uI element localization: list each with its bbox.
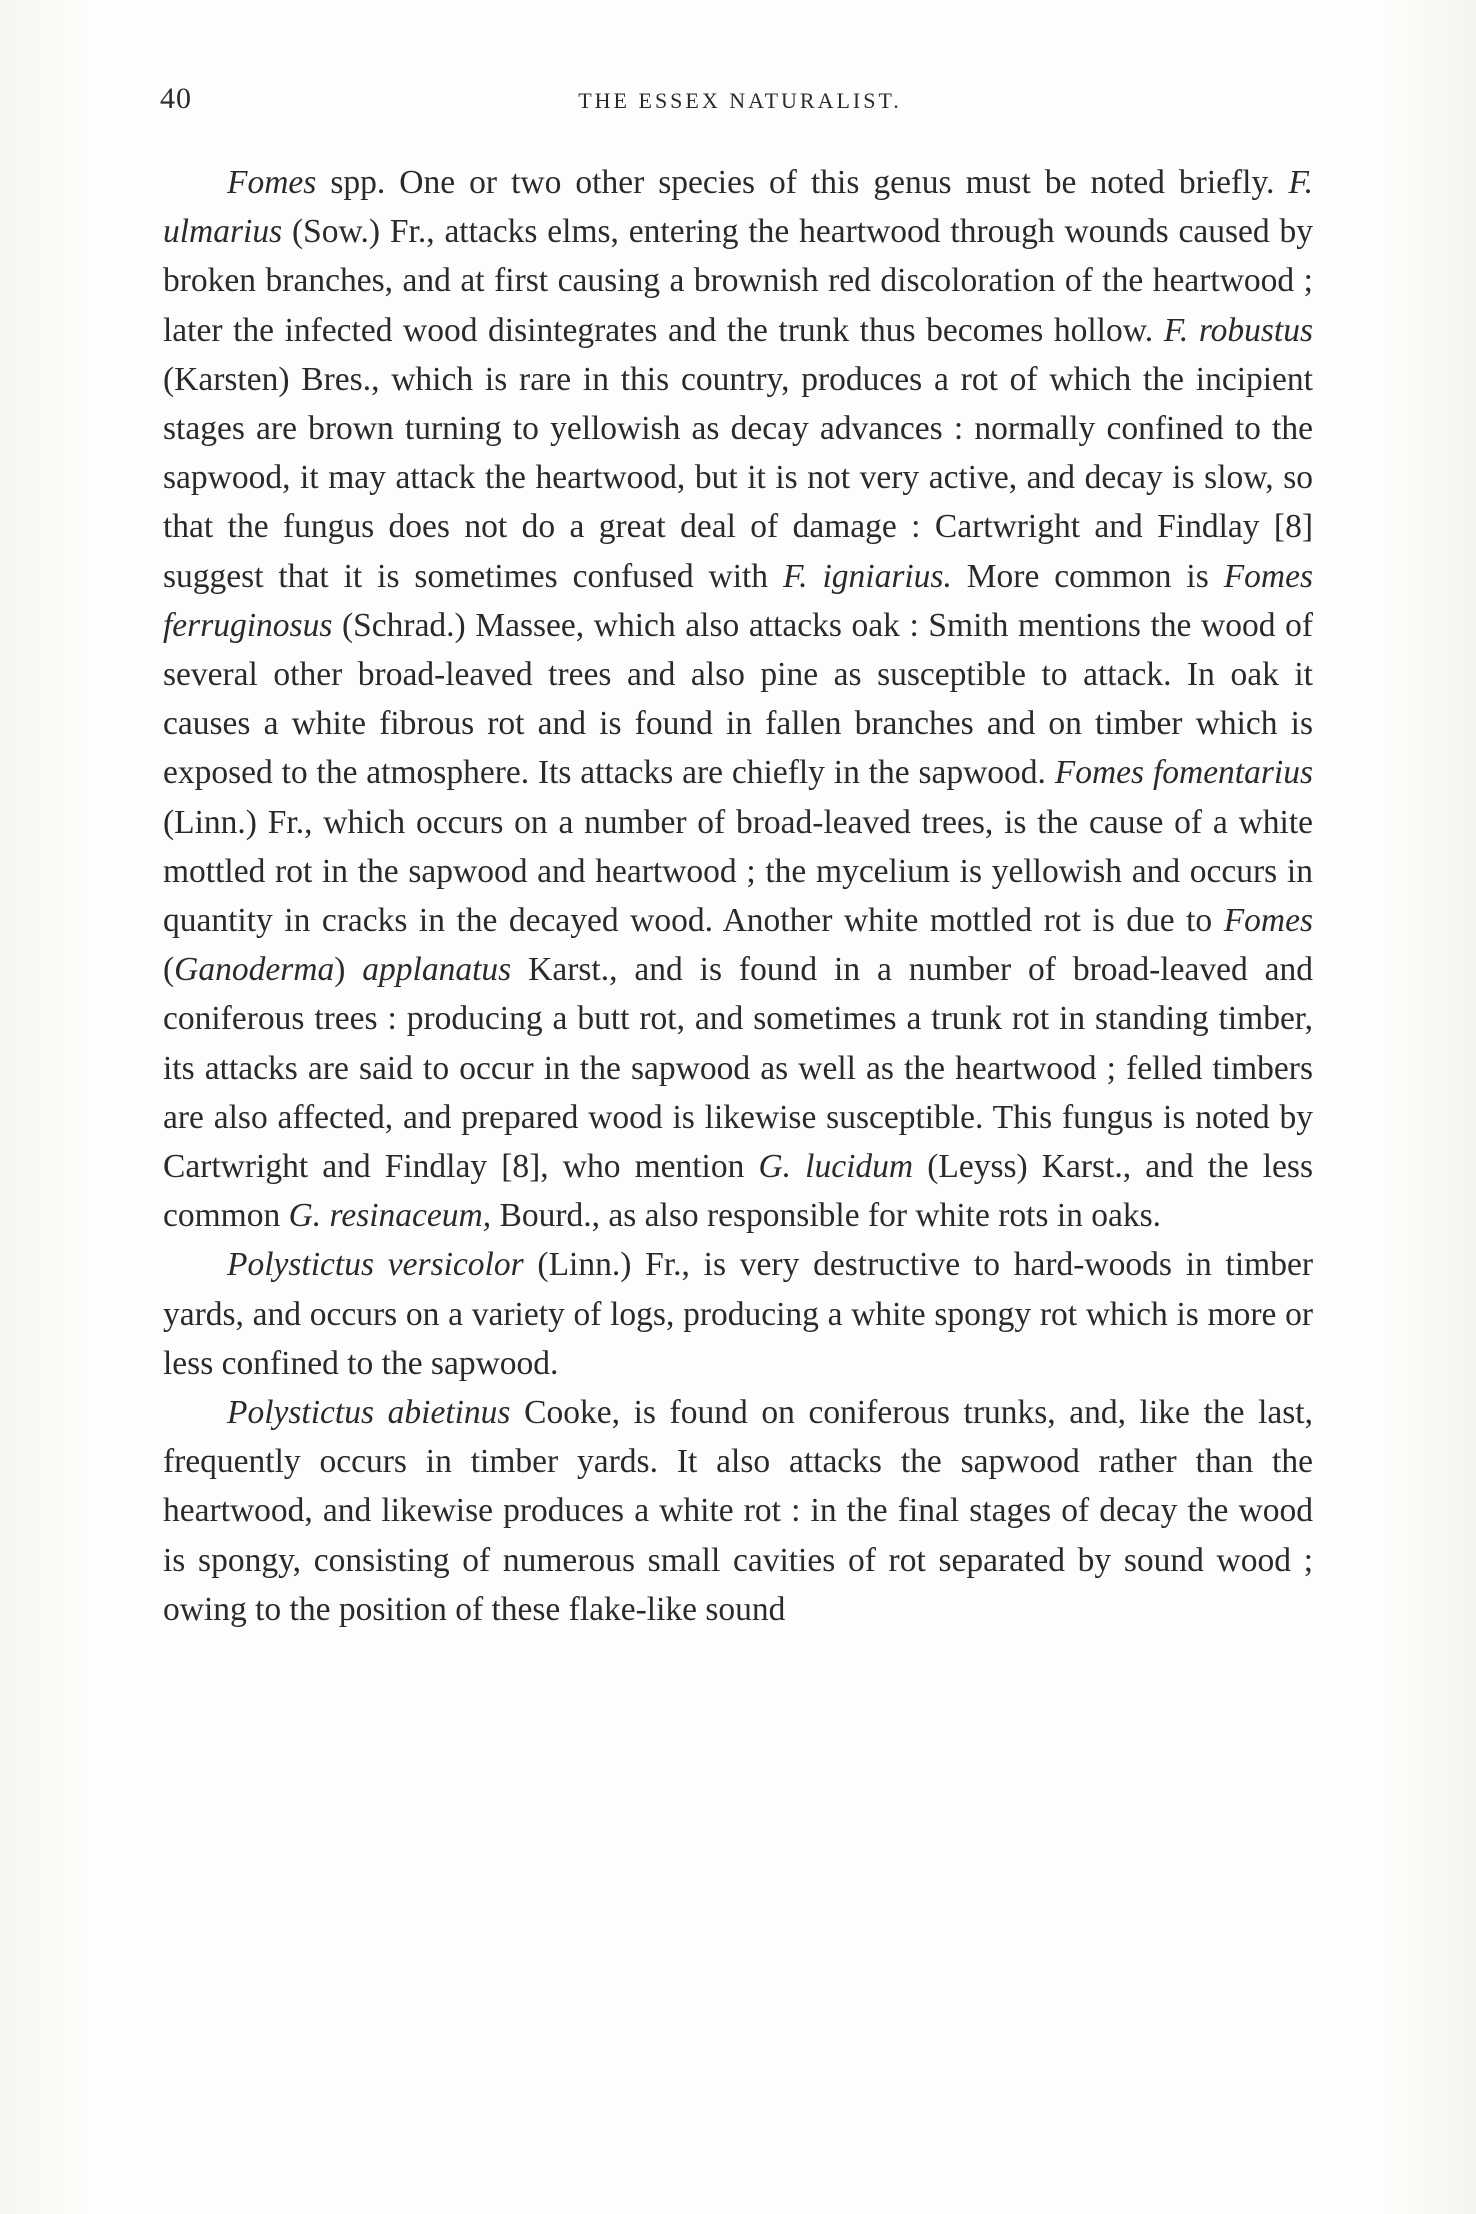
paragraph-polystictus-versicolor	[163, 1240, 1313, 1388]
italic-term: Fomes fomentarius	[1054, 754, 1314, 792]
italic-term: Fomes	[227, 164, 317, 201]
text-run: (Karsten) Bres., which is rare in this country, produces a rot of which the incipient stages are brown turning to yellowish as decay advances : normally confined to the sapwood, it may attack the heartwood, but it is not very active, and decay is slow, so that the fungus does not do a great deal of damage : Cartwright and Findlay [8] suggest that it is sometimes confused with	[163, 360, 1313, 595]
text-run: )	[334, 951, 363, 989]
text-run: More common is	[951, 557, 1224, 595]
italic-term: F. ulmarius	[163, 164, 1313, 251]
italic-term: Fomes ferruginosus	[163, 557, 1314, 644]
text-run: Cooke, is found on coniferous trunks, and, like the last, frequently occurs in timber yards. It also attacks the sapwood rather than the heartwood, and likewise produces a white rot : in the final stages of decay the wood is spongy, consisting of numerous small cavities of rot separated by sound wood ; owing to the position of these flake-like sound	[163, 1394, 1313, 1628]
paragraph-polystictus-abietinus	[163, 1388, 1313, 1634]
italic-term: Polystictus versicolor	[227, 1246, 524, 1284]
text-run: (Linn.) Fr., is very destructive to hard-woods in timber yards, and occurs on a variety of logs, producing a white spongy rot which is more or less confined to the sapwood.	[163, 1246, 1313, 1382]
text-run: (Linn.) Fr., which occurs on a number of broad-leaved trees, is the cause of a white mottled rot in the sapwood and heartwood ; the mycelium is yellowish and occurs in quantity in cracks in the decayed wood. Another white mottled rot is due to	[163, 803, 1313, 940]
italic-term: applanatus	[362, 951, 512, 989]
page-number: 40	[160, 82, 192, 115]
italic-term: Polystictus abietinus	[227, 1394, 511, 1432]
italic-term: F. robustus	[1163, 311, 1313, 349]
italic-term: G. lucidum	[758, 1148, 914, 1186]
text-run: (Sow.) Fr., attacks elms, entering the heartwood through wounds caused by broken branches, and at first causing a brownish red discoloration of the heartwood ; later the infected wood disintegrates and the trunk thus becomes hollow.	[163, 213, 1313, 349]
text-run: (Schrad.) Massee, which also attacks oak : Smith mentions the wood of several other broad-leaved trees and also pine as susceptible to attack. In oak it causes a white fibrous rot and is found in fallen branches and on timber which is exposed to the atmosphere. Its attacks are chiefly in the sapwood.	[163, 606, 1313, 792]
running-head: THE ESSEX NATURALIST.	[578, 88, 902, 113]
text-run: (	[163, 951, 175, 989]
body-text	[163, 158, 1313, 1634]
text-run: (Leyss) Karst., and the less common	[163, 1148, 1313, 1235]
italic-term: G. resinaceum,	[288, 1197, 492, 1235]
italic-term: Fomes	[1223, 902, 1313, 940]
text-run: Bourd., as also responsible for white rots in oaks.	[491, 1197, 1162, 1235]
page-header	[160, 82, 1320, 132]
text-run: Karst., and is found in a number of broad-leaved and coniferous trees : producing a butt rot, and sometimes a trunk rot in standing timber, its attacks are said to occur in the sapwood as well as the heartwood ; felled timbers are also affected, and prepared wood is likewise susceptible. This fungus is noted by Cartwright and Findlay [8], who mention	[163, 951, 1314, 1186]
paragraph-fomes	[163, 158, 1313, 1240]
italic-term: Ganoderma	[174, 951, 335, 989]
text-run: spp. One or two other species of this genus must be noted briefly.	[316, 164, 1289, 201]
italic-term: F. igniarius.	[783, 557, 952, 595]
